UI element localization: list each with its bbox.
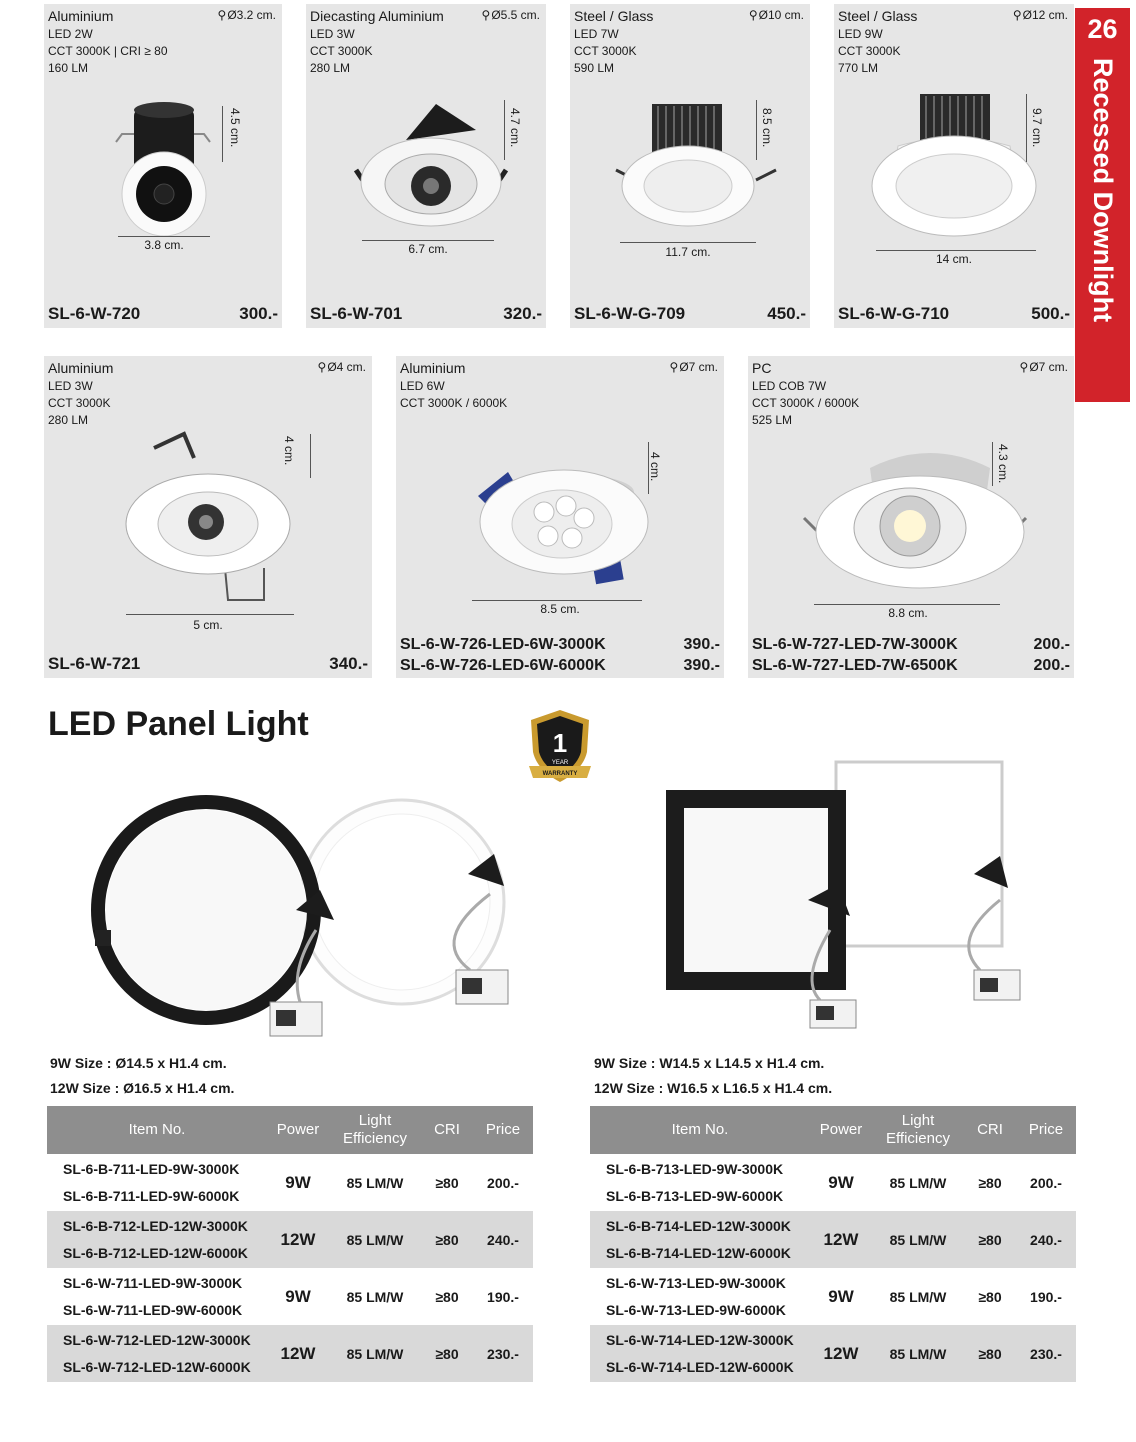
downlight-720-image (104, 94, 224, 244)
table-header-row (47, 1106, 533, 1154)
table-row (47, 1211, 533, 1268)
price-cell: 240.- (473, 1211, 533, 1268)
width-dimension: 11.7 cm. (665, 245, 711, 259)
price-cell: 200.- (1030, 1174, 1062, 1191)
downlight-701-image (336, 100, 526, 240)
power-cell: 9W (285, 1286, 311, 1306)
cri-cell: ≥80 (964, 1211, 1016, 1268)
diameter-label: ⚲Ø10 cm. (748, 8, 804, 22)
downlight-726-image (468, 442, 658, 592)
height-dimension: 4 cm. (282, 436, 296, 466)
material-label: Aluminium (400, 360, 466, 376)
price-cell: 200.- (487, 1174, 519, 1191)
diameter-label: ⚲Ø7 cm. (1019, 360, 1068, 374)
cri-cell: ≥80 (978, 1288, 1002, 1305)
col-item: Item No. (47, 1106, 267, 1154)
product-codes: SL-6-W-726-LED-6W-3000K SL-6-W-726-LED-6W-6000K (400, 636, 606, 674)
spec-list: LED 6W CCT 3000K / 6000K (400, 379, 508, 410)
lamp-icon: ⚲ (1019, 360, 1029, 374)
spec-list: LED 7W CCT 3000K 590 LM (574, 27, 637, 75)
col-power: Power (810, 1106, 872, 1154)
material-label: PC (752, 360, 772, 376)
product-code: SL-6-W-G-709 (574, 304, 686, 323)
width-dimension: 3.8 cm. (144, 238, 184, 252)
product-code: SL-6-W-701 (310, 304, 403, 323)
efficiency-cell: 85 LM/W (889, 1174, 947, 1191)
lamp-icon: ⚲ (317, 360, 327, 374)
diameter-label: ⚲Ø3.2 cm. (217, 8, 276, 22)
table-row (590, 1211, 1076, 1268)
width-dimension: 8.8 cm. (888, 606, 928, 620)
price-cell: 190.- (487, 1288, 519, 1305)
efficiency-cell: 85 LM/W (329, 1211, 421, 1268)
table-row (590, 1154, 1076, 1211)
square-panel-image (660, 760, 1030, 1030)
lamp-icon: ⚲ (481, 8, 491, 22)
warranty-number: 1 (552, 728, 568, 758)
cri-cell: ≥80 (435, 1288, 459, 1305)
material-label: Diecasting Aluminium (310, 8, 444, 24)
cri-cell: ≥80 (978, 1174, 1002, 1191)
item-numbers: SL-6-W-713-LED-9W-3000K SL-6-W-713-LED-9W-6000K (606, 1274, 786, 1318)
material-label: Steel / Glass (838, 8, 918, 24)
product-price: 340.- (329, 654, 368, 673)
page-title: LED Panel Light (48, 705, 309, 743)
efficiency-cell: 85 LM/W (872, 1325, 964, 1382)
price-cell: 190.- (1030, 1288, 1062, 1305)
product-codes: SL-6-W-727-LED-7W-3000K SL-6-W-727-LED-7W-6500K (752, 636, 958, 674)
item-numbers: SL-6-W-711-LED-9W-3000K SL-6-W-711-LED-9W-6000K (63, 1274, 243, 1318)
cri-cell: ≥80 (964, 1325, 1016, 1382)
material-label: Aluminium (48, 8, 114, 24)
warranty-badge-icon (527, 708, 593, 784)
col-price: Price (473, 1106, 533, 1154)
lamp-icon: ⚲ (217, 8, 227, 22)
item-numbers: SL-6-W-712-LED-12W-3000K SL-6-W-712-LED-12W-6000K (47, 1325, 267, 1382)
power-cell: 9W (828, 1172, 854, 1192)
product-prices: 390.- 390.- (683, 636, 720, 674)
product-card-720[interactable] (44, 4, 282, 328)
section-number: 26 (1087, 14, 1118, 44)
section-side-tab (1075, 8, 1130, 402)
section-title-vertical: Recessed Downlight (1088, 58, 1118, 323)
width-dimension: 8.5 cm. (540, 602, 580, 616)
spec-list: LED COB 7W CCT 3000K / 6000K 525 LM (752, 379, 860, 427)
item-numbers: SL-6-W-714-LED-12W-3000K SL-6-W-714-LED-12W-6000K (590, 1325, 810, 1382)
height-dimension: 4 cm. (648, 452, 662, 482)
col-cri: CRI (421, 1106, 473, 1154)
col-efficiency: Light Efficiency (329, 1106, 421, 1154)
price-cell: 240.- (1016, 1211, 1076, 1268)
col-efficiency: Light Efficiency (872, 1106, 964, 1154)
item-numbers: SL-6-B-712-LED-12W-3000K SL-6-B-712-LED-12W-6000K (47, 1211, 267, 1268)
square-panel-sizes: 9W Size : W14.5 x L14.5 x H1.4 cm. 12W Size : W16.5 x L16.5 x H1.4 cm. (594, 1055, 833, 1096)
efficiency-cell: 85 LM/W (346, 1288, 404, 1305)
product-card-710[interactable] (834, 4, 1074, 328)
cri-cell: ≥80 (421, 1211, 473, 1268)
product-price: 500.- (1031, 304, 1070, 323)
product-price: 320.- (503, 304, 542, 323)
square-panel-table (590, 1106, 1076, 1382)
efficiency-cell: 85 LM/W (346, 1174, 404, 1191)
item-numbers: SL-6-B-714-LED-12W-3000K SL-6-B-714-LED-12W-6000K (590, 1211, 810, 1268)
product-card-727[interactable] (748, 356, 1074, 678)
material-label: Steel / Glass (574, 8, 654, 24)
height-dimension: 9.7 cm. (1030, 108, 1044, 148)
item-numbers: SL-6-B-713-LED-9W-3000K SL-6-B-713-LED-9W-6000K (606, 1160, 784, 1204)
height-dimension: 4.7 cm. (508, 108, 522, 148)
power-cell: 12W (810, 1211, 872, 1268)
table-row (47, 1325, 533, 1382)
downlight-709-image (606, 100, 786, 240)
product-card-721[interactable] (44, 356, 372, 678)
col-cri: CRI (964, 1106, 1016, 1154)
diameter-label: ⚲Ø5.5 cm. (481, 8, 540, 22)
product-card-709[interactable] (570, 4, 810, 328)
power-cell: 9W (828, 1286, 854, 1306)
cri-cell: ≥80 (435, 1174, 459, 1191)
material-label: Aluminium (48, 360, 114, 376)
spec-list: LED 2W CCT 3000K | CRI ≥ 80 160 LM (48, 27, 168, 75)
power-cell: 12W (267, 1211, 329, 1268)
downlight-710-image (864, 90, 1044, 250)
spec-list: LED 3W CCT 3000K 280 LM (310, 27, 373, 75)
power-cell: 12W (810, 1325, 872, 1382)
warranty-year: YEAR (551, 760, 569, 766)
round-panel-sizes: 9W Size : Ø14.5 x H1.4 cm. 12W Size : Ø16.5 x H1.4 cm. (50, 1055, 235, 1096)
diameter-label: ⚲Ø4 cm. (317, 360, 366, 374)
lamp-icon: ⚲ (748, 8, 758, 22)
round-panel-image (90, 790, 530, 1040)
height-dimension: 4.3 cm. (996, 444, 1010, 484)
width-dimension: 14 cm. (935, 252, 972, 266)
col-power: Power (267, 1106, 329, 1154)
table-row (590, 1325, 1076, 1382)
width-dimension: 5 cm. (193, 618, 223, 632)
col-price: Price (1016, 1106, 1076, 1154)
price-cell: 230.- (473, 1325, 533, 1382)
table-row (47, 1268, 533, 1325)
width-dimension: 6.7 cm. (408, 242, 448, 256)
table-header-row (590, 1106, 1076, 1154)
height-dimension: 4.5 cm. (228, 108, 242, 148)
spec-list: LED 3W CCT 3000K 280 LM (48, 379, 111, 427)
product-card-701[interactable] (306, 4, 546, 328)
product-price: 450.- (767, 304, 806, 323)
cri-cell: ≥80 (421, 1325, 473, 1382)
product-code: SL-6-W-720 (48, 304, 141, 323)
warranty-text: WARRANTY (542, 771, 578, 777)
spec-list: LED 9W CCT 3000K 770 LM (838, 27, 901, 75)
power-cell: 9W (285, 1172, 311, 1192)
product-code: SL-6-W-G-710 (838, 304, 950, 323)
diameter-label: ⚲Ø12 cm. (1012, 8, 1068, 22)
lamp-icon: ⚲ (669, 360, 679, 374)
efficiency-cell: 85 LM/W (329, 1325, 421, 1382)
product-code: SL-6-W-721 (48, 654, 141, 673)
efficiency-cell: 85 LM/W (872, 1211, 964, 1268)
product-prices: 200.- 200.- (1033, 636, 1070, 674)
lamp-icon: ⚲ (1012, 8, 1022, 22)
product-price: 300.- (239, 304, 278, 323)
price-cell: 230.- (1016, 1325, 1076, 1382)
col-item: Item No. (590, 1106, 810, 1154)
height-dimension: 8.5 cm. (760, 108, 774, 148)
table-row (47, 1154, 533, 1211)
power-cell: 12W (267, 1325, 329, 1382)
efficiency-cell: 85 LM/W (889, 1288, 947, 1305)
round-panel-table (47, 1106, 533, 1382)
diameter-label: ⚲Ø7 cm. (669, 360, 718, 374)
downlight-721-image (124, 428, 304, 608)
product-card-726[interactable] (396, 356, 724, 678)
table-row (590, 1268, 1076, 1325)
item-numbers: SL-6-B-711-LED-9W-3000K SL-6-B-711-LED-9W-6000K (63, 1160, 240, 1204)
